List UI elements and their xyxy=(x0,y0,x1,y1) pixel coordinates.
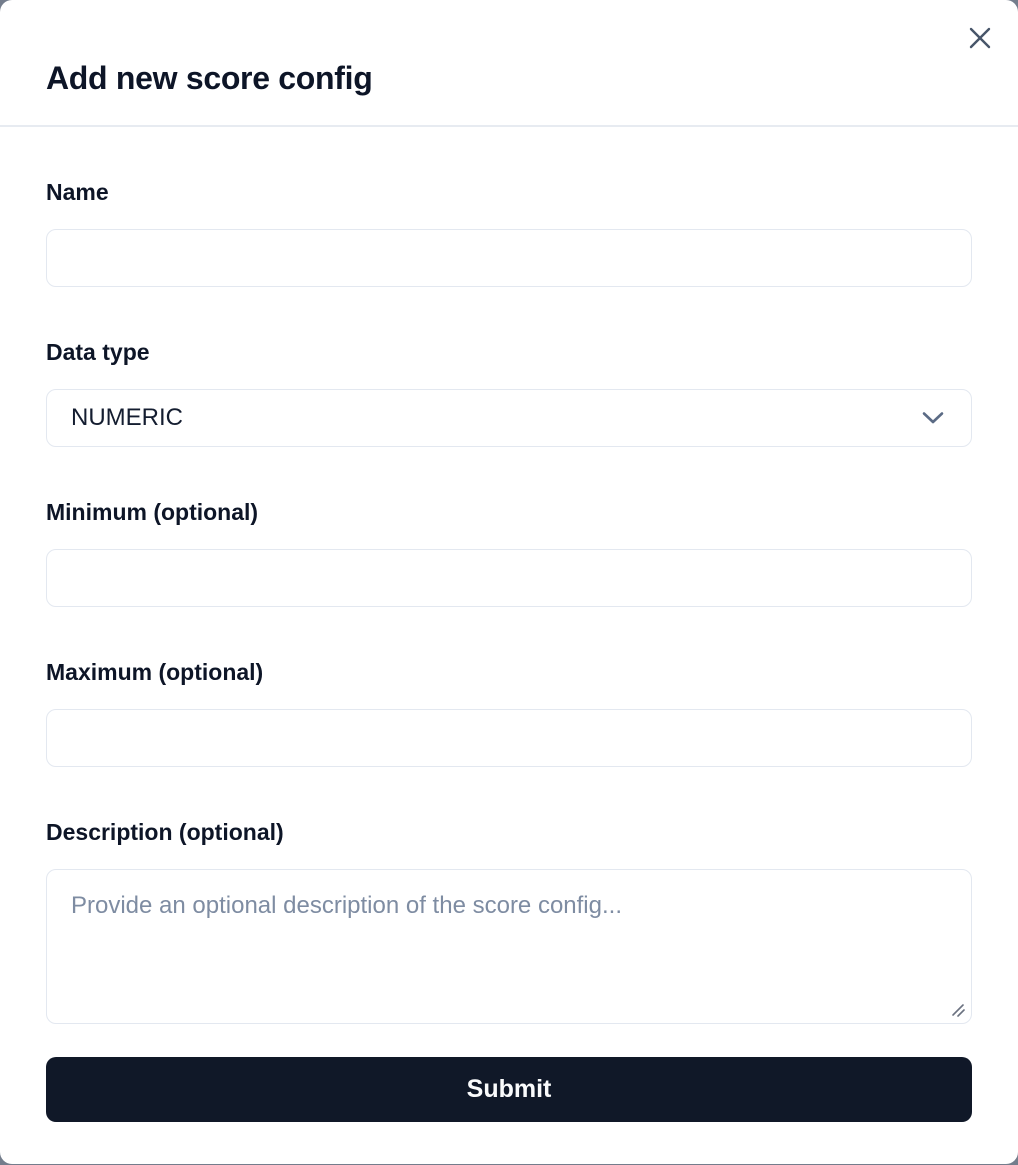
data-type-selected-value: NUMERIC xyxy=(71,404,183,432)
modal-title: Add new score config xyxy=(46,60,373,96)
close-button[interactable] xyxy=(964,22,996,54)
minimum-input[interactable] xyxy=(46,549,972,607)
submit-button-label: Submit xyxy=(467,1075,552,1103)
data-type-select[interactable] xyxy=(46,389,972,447)
maximum-input[interactable] xyxy=(46,709,972,767)
name-label: Name xyxy=(46,177,972,207)
description-label: Description (optional) xyxy=(46,817,972,847)
minimum-label: Minimum (optional) xyxy=(46,497,972,527)
close-icon xyxy=(967,25,993,51)
chevron-down-icon xyxy=(921,411,945,425)
data-type-field-group xyxy=(46,337,972,447)
score-config-form xyxy=(0,127,1018,1165)
description-field-group xyxy=(46,817,972,1024)
minimum-field-group xyxy=(46,497,972,607)
data-type-label: Data type xyxy=(46,337,972,367)
name-field-group xyxy=(46,177,972,287)
submit-button[interactable] xyxy=(46,1057,972,1122)
description-textarea-wrap xyxy=(46,869,972,1024)
name-input[interactable] xyxy=(46,229,972,287)
modal-header xyxy=(0,0,1018,127)
maximum-label: Maximum (optional) xyxy=(46,657,972,687)
maximum-field-group xyxy=(46,657,972,767)
description-textarea[interactable] xyxy=(46,869,972,1024)
